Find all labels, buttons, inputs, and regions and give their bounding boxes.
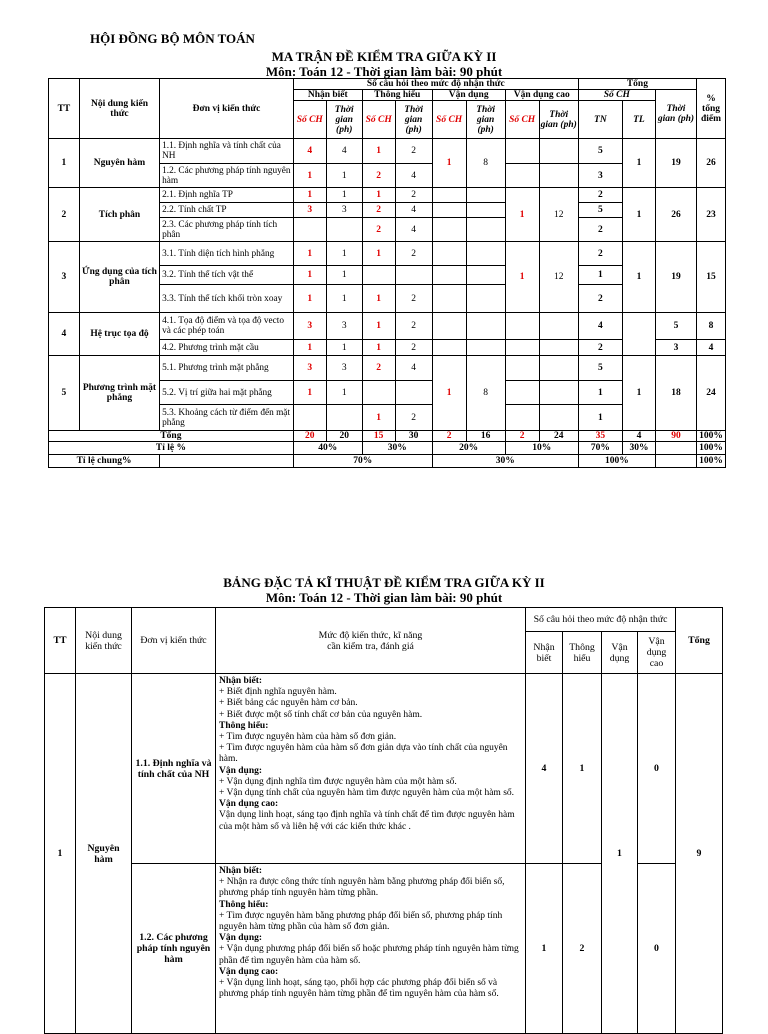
ratio-row: Tỉ lệ % 40% 30% 20% 10% 70% 30% 100% [49,442,726,455]
general-row: Tỉ lệ chung% 70% 30% 100% 100% [49,455,726,468]
council-name: HỘI ĐỒNG BỘ MÔN TOÁN [90,31,255,46]
spec-hdr-levels: Số câu hỏi theo mức độ nhận thức [526,608,676,632]
spec-hdr-vdc: Vận dụng cao [638,632,676,674]
table-row: 3.2. Tính thể tích vật thể 1 1 1 [49,266,726,285]
table-row: 3 Ứng dụng của tích phân 3.1. Tính diện tích hình phẳng 1 1 1 2 1 12 2 1 19 15 [49,242,726,266]
hdr-th: Thông hiểu [362,90,432,101]
hdr-total-soch: Số CH [578,90,655,101]
hdr-percent: % tổng điểm [697,79,726,139]
table-row: 1 Nguyên hàm 1.1. Định nghĩa và tính chất của NH Nhận biết: + Biết định nghĩa nguyên hàm. + Biết bảng các nguyên hàm cơ bản. + Biết được một số tính chất cơ bản của nguyên hàm. Thông hiểu: + Tìm được nguyên hàm của hàm số đơn giản. + Tìm được nguyên hàm của hàm số đơn giản dựa vào tính chất của nguyên hàm. Vận dụng: + Vận dụng định nghĩa tìm được nguyên hàm của một hàm số. + Vận dụng tính chất của nguyên hàm tìm được nguyên hàm của một hàm số. Vận dụng cao: Vận dụng linh hoạt, sáng tạo định nghĩa và tính chất để tìm được nguyên hàm của một hàm số và liên hệ với các kiến thức khác . 4 1 1 0 9 [45,674,723,864]
spec-hdr-unit: Đơn vị kiến thức [132,608,216,674]
spec-desc-cell: Nhận biết: + Biết định nghĩa nguyên hàm. + Biết bảng các nguyên hàm cơ bản. + Biết được một số tính chất cơ bản của nguyên hàm. Thông hiểu: + Tìm được nguyên hàm của hàm số đơn giản. + Tìm được nguyên hàm của hàm số đơn giản dựa vào tính chất của nguyên hàm. Vận dụng: + Vận dụng định nghĩa tìm được nguyên hàm của một hàm số. + Vận dụng tính chất của nguyên hàm tìm được nguyên hàm của một hàm số. Vận dụng cao: Vận dụng linh hoạt, sáng tạo định nghĩa và tính chất để tìm được nguyên hàm của một hàm số và liên hệ với các kiến thức khác . [216,674,526,864]
table-row: 5.2. Vị trí giữa hai mặt phẳng 1 1 1 [49,381,726,405]
table-row: 2 Tích phân 2.1. Định nghĩa TP 1 1 1 2 1 12 2 1 26 23 [49,188,726,203]
table-row: 3.3. Tính thể tích khối tròn xoay 1 1 1 2 2 [49,285,726,313]
hdr-unit: Đơn vị kiến thức [160,79,294,139]
spec-title: BẢNG ĐẶC TẢ KĨ THUẬT ĐỀ KIỂM TRA GIỮA KỲ II [223,575,545,590]
hdr-tn: TN [578,101,622,139]
hdr-tt: TT [49,79,80,139]
total-row: Tổng 20 20 15 30 2 16 2 24 35 4 90 100% [49,431,726,442]
hdr-tl: TL [622,101,655,139]
hdr-time: Thời gian (ph) [395,101,432,139]
hdr-vd: Vận dụng [432,90,505,101]
hdr-soch: Số CH [432,101,466,139]
hdr-soch: Số CH [293,101,326,139]
table-row: 2.2. Tính chất TP 3 3 2 4 5 [49,203,726,218]
hdr-nb: Nhận biết [293,90,362,101]
table-row: 5 Phương trình mặt phẳng 5.1. Phương trình mặt phẳng 3 3 2 4 1 8 5 1 18 24 [49,356,726,381]
table-row: 1.2. Các phương pháp tính nguyên hàm 1 1 2 4 3 [49,164,726,188]
matrix-title: MA TRẬN ĐỀ KIỂM TRA GIỮA KỲ II [271,49,497,64]
hdr-vdc: Vận dụng cao [505,90,578,101]
spec-hdr-total: Tổng [676,608,723,674]
spec-hdr-th: Thông hiểu [563,632,602,674]
table-row: 4.2. Phương trình mặt cầu 1 1 1 2 2 3 4 [49,340,726,356]
spec-table [44,607,723,1034]
matrix-subtitle: Môn: Toán 12 - Thời gian làm bài: 90 phút [265,64,503,79]
table-row: 2.3. Các phương pháp tính tích phân 2 4 2 [49,218,726,242]
hdr-soch: Số CH [505,101,539,139]
table-row: 4 Hệ trục tọa độ 4.1. Tọa độ điểm và tọa độ vecto và các phép toán 3 3 1 2 4 5 8 [49,313,726,340]
matrix-table [48,78,726,468]
spec-hdr-topic: Nội dung kiến thức [76,608,132,674]
hdr-total-time: Thời gian (ph) [655,90,696,139]
hdr-soch: Số CH [362,101,395,139]
table-row: 1 Nguyên hàm 1.1. Định nghĩa và tính chất của NH 4 4 1 2 1 8 5 1 19 26 [49,139,726,164]
hdr-levels: Số câu hỏi theo mức độ nhận thức [293,79,578,90]
hdr-topic: Nội dung kiến thức [79,79,159,139]
spec-hdr-vd: Vận dụng [602,632,638,674]
hdr-total: Tổng [578,79,696,90]
spec-subtitle: Môn: Toán 12 - Thời gian làm bài: 90 phút [265,590,503,605]
spec-hdr-tt: TT [45,608,76,674]
table-row: 5.3. Khoảng cách từ điểm đến mặt phẳng 1 2 1 [49,405,726,431]
hdr-time: Thời gian (ph) [466,101,505,139]
hdr-time: Thời gian (ph) [539,101,578,139]
spec-hdr-desc: Mức độ kiến thức, kĩ năng cần kiểm tra, đánh giá [216,608,526,674]
spec-hdr-nb: Nhận biết [526,632,563,674]
spec-desc-cell: Nhận biết: + Nhận ra được công thức tính nguyên hàm bằng phương pháp đổi biến số, phương pháp tính nguyên hàm từng phần. Thông hiểu: + Tìm được nguyên hàm bằng phương pháp đổi biến số, phương pháp tính nguyên hàm từng phần của hàm số đơn giản. Vận dụng: + Vận dụng phương pháp đổi biến số hoặc phương pháp tính nguyên hàm từng phần để tìm nguyên hàm của hàm số. Vận dụng cao: + Vận dụng linh hoạt, sáng tạo, phối hợp các phương pháp đổi biến số và phương pháp tính nguyên hàm từng phần để tìm nguyên hàm của hàm số. [216,864,526,1034]
table-row: 1.2. Các phương pháp tính nguyên hàm Nhận biết: + Nhận ra được công thức tính nguyên hàm bằng phương pháp đổi biến số, phương pháp tính nguyên hàm từng phần. Thông hiểu: + Tìm được nguyên hàm bằng phương pháp đổi biến số, phương pháp tính nguyên hàm từng phần của hàm số đơn giản. Vận dụng: + Vận dụng phương pháp đổi biến số hoặc phương pháp tính nguyên hàm từng phần để tìm nguyên hàm của hàm số. Vận dụng cao: + Vận dụng linh hoạt, sáng tạo, phối hợp các phương pháp đổi biến số và phương pháp tính nguyên hàm từng phần để tìm nguyên hàm của hàm số. 1 2 0 [45,864,723,1034]
hdr-time: Thời gian (ph) [326,101,362,139]
